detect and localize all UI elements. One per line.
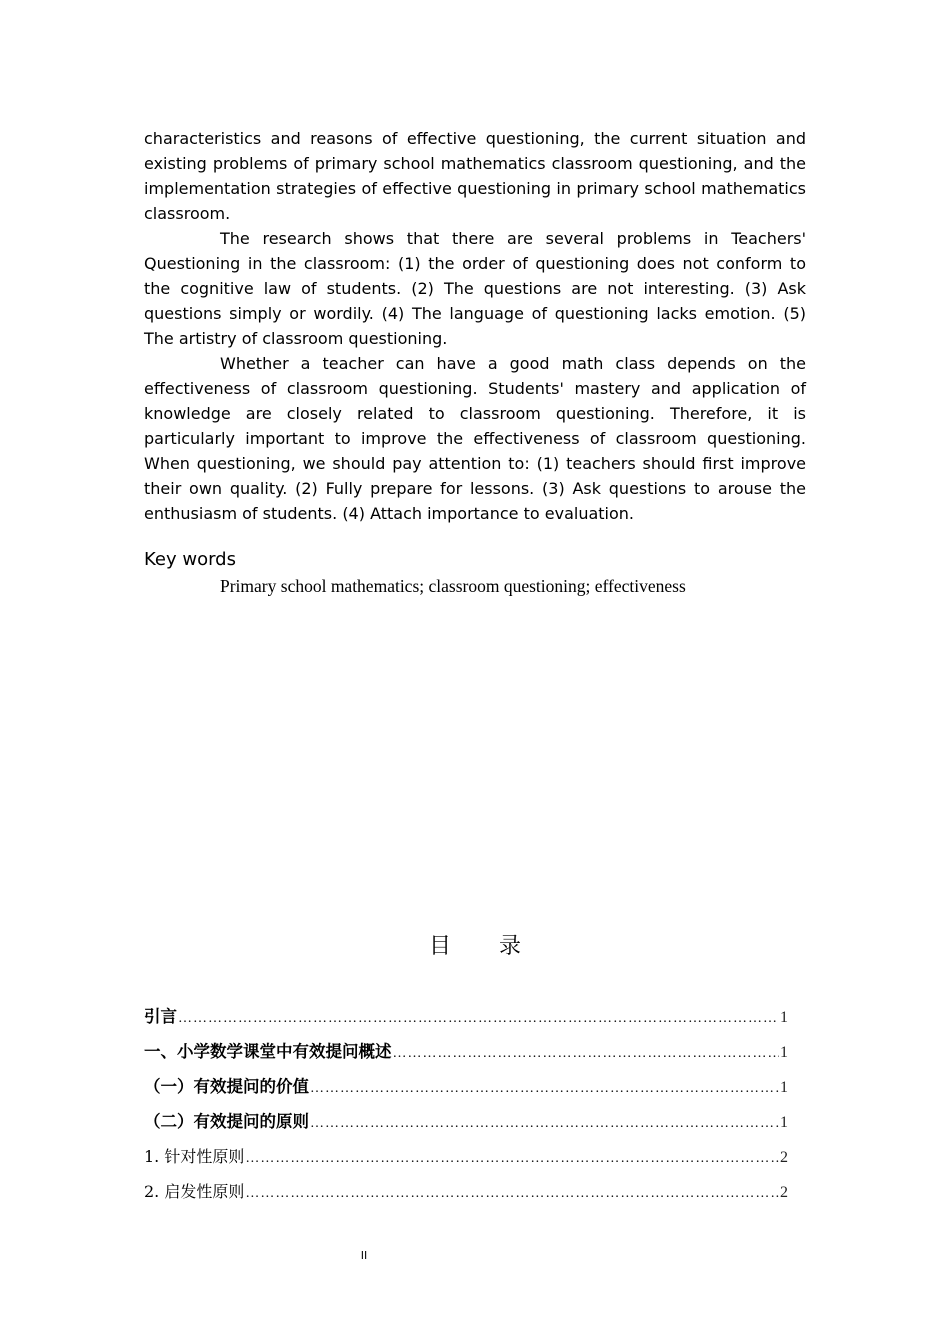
keywords-text: Primary school mathematics; classroom questioning; effectiveness — [220, 576, 686, 596]
toc-title-char: 目 — [428, 934, 451, 959]
toc-entry-label: （一）有效提问的价值 — [144, 1077, 309, 1096]
toc-entry-label: （二）有效提问的原则 — [144, 1112, 309, 1131]
toc-leader-dots — [245, 1144, 779, 1174]
toc-entry-page: 2 — [780, 1149, 788, 1166]
toc-leader-dots — [178, 1004, 779, 1034]
toc-entry[interactable] — [144, 1072, 788, 1107]
toc-entry[interactable] — [144, 1002, 788, 1037]
abstract-paragraph: Whether a teacher can have a good math class depends on the effectiveness of classroom questioning. Students' mastery and application of knowledge are closely related to classroom questioning. Therefore, it is particularly important to improve the effectiveness of classroom questioning. When questioning, we should pay attention to: (1) teachers should first improve their own quality. (2) Fully prepare for lessons. (3) Ask questions to arouse the enthusiasm of students. (4) Attach importance to evaluation. — [144, 354, 806, 523]
toc-entry-label: 2. 启发性原则 — [144, 1182, 245, 1201]
toc-entry-page: 1 — [780, 1009, 788, 1026]
table-of-contents — [144, 1002, 788, 1212]
toc-entry-label: 一、小学数学课堂中有效提问概述 — [144, 1042, 392, 1061]
abstract-paragraph: characteristics and reasons of effective questioning, the current situation and existing problems of primary school mathematics classroom questioning, and the implementation strategies of effective questioning in primary school mathematics classroom. — [144, 129, 806, 223]
toc-entry-label: 引言 — [144, 1007, 177, 1026]
page-number: II — [360, 1249, 368, 1262]
toc-entry[interactable] — [144, 1142, 788, 1177]
toc-leader-dots — [310, 1109, 779, 1139]
toc-leader-dots — [310, 1074, 779, 1104]
toc-entry-page: 1 — [780, 1044, 788, 1061]
toc-title — [0, 930, 950, 964]
toc-leader-dots — [245, 1179, 779, 1209]
toc-title-char: 录 — [499, 934, 522, 959]
toc-entry-label: 1. 针对性原则 — [144, 1147, 245, 1166]
keywords-heading: Key words — [144, 549, 236, 570]
toc-entry-page: 2 — [780, 1184, 788, 1201]
toc-leader-dots — [393, 1039, 780, 1069]
toc-entry-page: 1 — [780, 1079, 788, 1096]
toc-entry[interactable] — [144, 1107, 788, 1142]
abstract-paragraph: The research shows that there are several problems in Teachers' Questioning in the classroom: (1) the order of questioning does not conform to the cognitive law of students. (2) The questions are not interesting. (3) Ask questions simply or wordily. (4) The language of questioning lacks emotion. (5) The artistry of classroom questioning. — [144, 229, 806, 348]
toc-entry[interactable] — [144, 1037, 788, 1072]
abstract-body — [144, 126, 806, 526]
toc-entry-page: 1 — [780, 1114, 788, 1131]
toc-entry[interactable] — [144, 1177, 788, 1212]
